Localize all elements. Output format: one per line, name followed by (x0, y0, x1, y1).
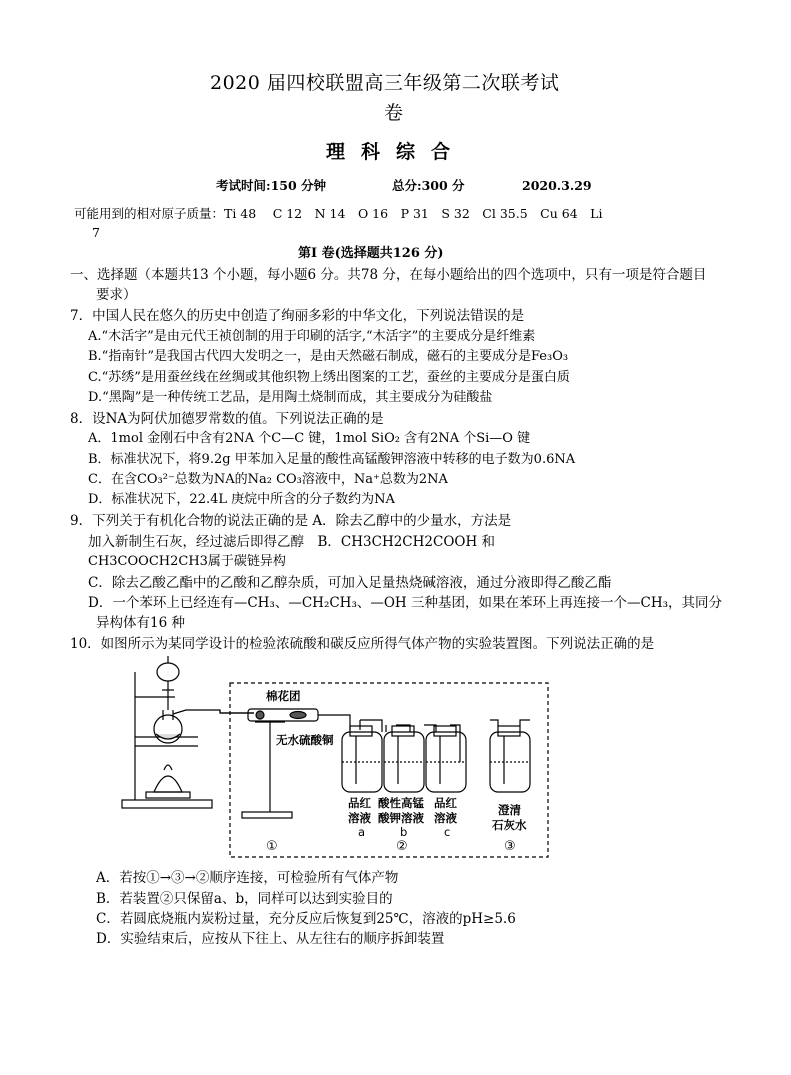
separatory-funnel (157, 656, 179, 710)
label-cuso4: 无水硫酸铜 (276, 733, 334, 747)
total-score: 总分:300 分 (392, 178, 465, 193)
q7-stem: 7．中国人民在悠久的历史中创造了绚丽多彩的中华文化，下列说法错误的是 (70, 308, 525, 324)
q9-line2: 加入新制生石灰，经过滤后即得乙醇 B．CH3CH2CH2COOH 和 (88, 534, 496, 550)
q7-option-c: C.“苏绣”是用蚕丝线在丝绸或其他织物上绣出图案的工艺，蚕丝的主要成分是蛋白质 (88, 370, 570, 385)
q10-stem: 10．如图所示为某同学设计的检验浓硫酸和碳反应所得气体产物的实验装置图。下列说法正确的是 (70, 636, 655, 652)
q9-option-d-line2: 异构体有16 种 (96, 615, 185, 631)
q9-option-d-line1: D．一个苯环上已经连有—CH₃、—CH₂CH₃、—OH 三种基团，如果在苯环上再连接一个—CH₃，其同分 (88, 595, 723, 611)
q7-option-d: D.“黑陶”是一种传统工艺品，是用陶土烧制而成，其主要成分为硅酸盐 (88, 390, 493, 405)
bottle-d (490, 720, 530, 792)
label-bottle-b-2: 酸钾溶液 (378, 811, 424, 825)
label-bottle-c-2: 溶液 (434, 811, 457, 825)
bottle-a (342, 726, 382, 792)
q9-line3: CH3COOCH2CH3属于碳链异构 (88, 554, 286, 569)
q8-option-b: B．标准状况下，将9.2g 甲苯加入足量的酸性高锰酸钾溶液中转移的电子数为0.6NA (88, 452, 576, 467)
label-bottle-b-3: b (400, 825, 408, 839)
q9-stem: 9．下列关于有机化合物的说法正确的是 A．除去乙醇中的少量水，方法是 (70, 513, 512, 529)
label-cotton: 棉花团 (266, 689, 301, 703)
label-bottle-b-1: 酸性高锰 (378, 796, 424, 810)
q10-option-d: D．实验结束后，应按从下往上、从左往右的顺序拆卸装置 (96, 931, 445, 947)
alcohol-lamp (146, 765, 190, 798)
drying-tube (242, 709, 342, 818)
atomic-masses-line2: 7 (92, 225, 100, 240)
q8-option-a: A．1mol 金刚石中含有2NA 个C—C 键，1mol SiO₂ 含有2NA 个Si—O 键 (88, 431, 531, 446)
round-bottom-flask (154, 710, 254, 743)
q8-stem: 8．设NA为阿伏加德罗常数的值。下列说法正确的是 (70, 411, 384, 427)
apparatus-figure (120, 652, 560, 862)
exam-time: 考试时间:150 分钟 (216, 178, 327, 193)
bottle-b (384, 726, 424, 792)
q8-option-c: C．在含CO₃²⁻总数为NA的Na₂ CO₃溶液中，Na⁺总数为2NA (88, 472, 448, 487)
q10-option-b: B．若装置②只保留a、b，同样可以达到实验目的 (96, 891, 393, 907)
q10-option-a: A．若按①→③→②顺序连接，可检验所有气体产物 (96, 870, 399, 886)
label-bottle-d-2: 石灰水 (492, 818, 527, 832)
q7-option-b: B.“指南针”是我国古代四大发明之一，是由天然磁石制成，磁石的主要成分是Fe₃O₃ (88, 349, 569, 364)
label-bottle-c-3: c (444, 825, 451, 839)
section-instruction-line2: 要求） (96, 287, 137, 303)
q7-option-a: A.“木活字”是由元代王祯创制的用于印刷的活字,“木活字”的主要成分是纤维素 (88, 329, 536, 344)
label-bottle-a-1: 品红 (348, 796, 371, 810)
label-bottle-a-2: 溶液 (348, 811, 371, 825)
atomic-masses-line1: 可能用到的相对原子质量：Ti 48 C 12 N 14 O 16 P 31 S 32 Cl 35.5 Cu 64 Li (74, 206, 603, 221)
label-apparatus-2: ② (396, 839, 408, 854)
section-heading: 第Ⅰ 卷(选择题共126 分) (298, 246, 444, 261)
left-iron-stand (122, 672, 212, 808)
section-instruction-line1: 一、选择题（本题共13 个小题，每小题6 分。共78 分，在每小题给出的四个选项中，只有一项是符合题目 (70, 267, 707, 283)
label-bottle-c-1: 品红 (434, 796, 457, 810)
exam-title-line1: 2020 届四校联盟高三年级第二次联考试 (210, 72, 560, 94)
exam-title-line2: 卷 (384, 102, 404, 124)
q10-option-c: C．若圆底烧瓶内炭粉过量，充分反应后恢复到25℃，溶液的pH≥5.6 (96, 911, 516, 927)
label-apparatus-1: ① (266, 839, 278, 854)
label-apparatus-3: ③ (504, 839, 516, 854)
connecting-tube-2 (342, 715, 460, 762)
label-bottle-d-1: 澄清 (498, 803, 521, 817)
q8-option-d: D．标准状况下，22.4L 庚烷中所含的分子数约为NA (88, 492, 395, 507)
q9-option-c: C．除去乙酸乙酯中的乙酸和乙醇杂质，可加入足量热烧碱溶液，通过分液即得乙酸乙酯 (88, 575, 612, 591)
exam-date: 2020.3.29 (522, 178, 592, 193)
label-bottle-a-3: a (358, 825, 366, 839)
subject-title: 理科综合 (326, 141, 467, 163)
